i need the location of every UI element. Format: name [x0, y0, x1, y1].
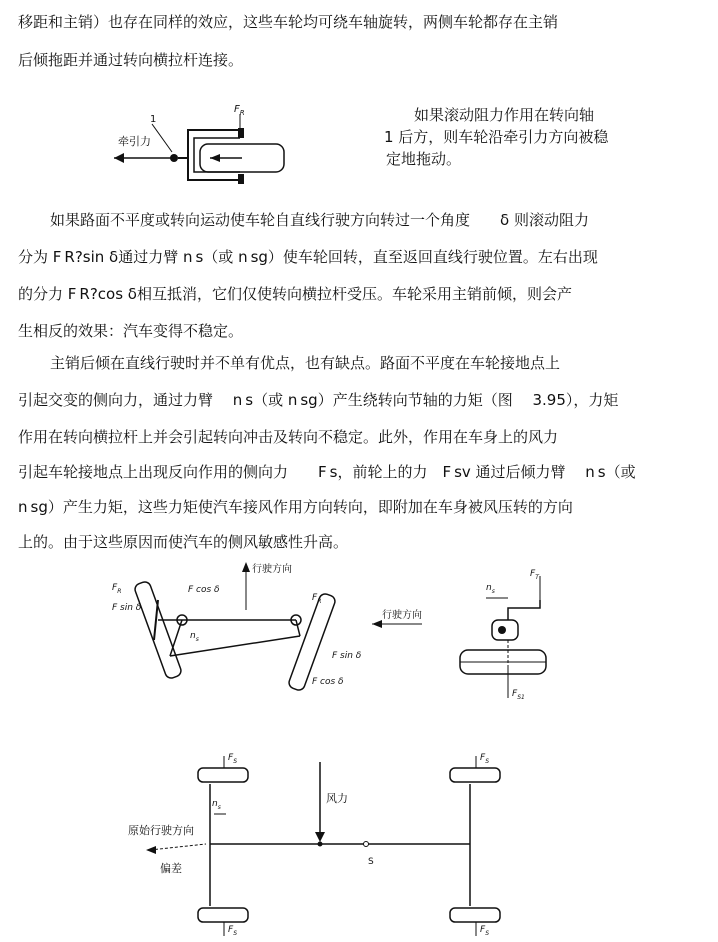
text-line: 生相反的效果：汽车变得不稳定。 — [18, 322, 244, 340]
figure-label-S: S — [368, 857, 374, 867]
side-note-line: 如果滚动阻力作用在转向轴 — [414, 106, 595, 124]
figure-label-FS1: $F_{S1}$ — [512, 689, 525, 701]
text-line: 后倾拖距并通过转向横拉杆连接。 — [18, 51, 244, 69]
figure-label-Fs-fl: $F_S$ — [228, 753, 237, 765]
figure-label-ns-side: $n_s$ — [486, 583, 495, 595]
figure-label-FR-left: $F_R$ — [112, 583, 122, 595]
figure-label-original-direction: 原始行驶方向 — [128, 824, 194, 837]
figure-wind-vehicle — [110, 740, 530, 938]
figure-label-Fs-rr: $F_S$ — [480, 925, 489, 937]
figure-steering-linkage — [110, 560, 550, 705]
text-line: 引起交变的侧向力，通过力臂 n s（或 n sg）产生绕转向节轴的力矩（图 3.95），力矩 — [18, 391, 619, 409]
text-line: 主销后倾在直线行驶时并不单有优点，也有缺点。路面不平度在车轮接地点上 — [50, 354, 561, 372]
figure-label-sin-right: F sin δ — [332, 651, 362, 661]
figure-label-traction: 牵引力 — [118, 135, 151, 148]
figure-label-FR-right: $F_R$ — [312, 593, 322, 605]
text-line: 如果路面不平度或转向运动使车轮自直线行驶方向转过一个角度 δ 则滚动阻力 — [50, 211, 589, 229]
figure-label-FR: $F_R$ — [234, 104, 245, 117]
figure-label-Fs-rl: $F_S$ — [480, 753, 489, 765]
figure-label-wind: 风力 — [326, 792, 348, 805]
figure-label-ns: $n_s$ — [190, 631, 199, 643]
text-line: 的分力 F R?cos δ相互抵消，它们仅使转向横拉杆受压。车轮采用主销前倾，则会产 — [18, 285, 572, 303]
figure-label-travel-up: 行驶方向 — [252, 564, 292, 575]
side-note-line: 1 后方，则车轮沿牵引力方向被稳 — [384, 128, 609, 146]
figure-trailing-wheel — [110, 100, 310, 190]
figure-label-travel-left: 行驶方向 — [382, 610, 422, 621]
text-line: 移距和主销）也存在同样的效应，这些车轮均可绕车轴旋转，两侧车轮都存在主销 — [18, 13, 559, 31]
figure-label-sin-left: F sin δ — [112, 603, 142, 613]
figure-label-axis-1: 1 — [150, 114, 157, 125]
figure-label-FT: $F_T$ — [530, 569, 539, 581]
text-line: 上的。由于这些原因而使汽车的侧风敏感性升高。 — [18, 533, 349, 551]
figure-label-cos-left: F cos δ — [188, 585, 220, 595]
figure-label-deviation: 偏差 — [160, 862, 182, 875]
figure-side-note — [384, 104, 684, 170]
side-note-line: 定地拖动。 — [386, 150, 462, 168]
figure-label-cos-right: F cos δ — [312, 677, 344, 687]
text-line: n sg）产生力矩，这些力矩使汽车接风作用方向转向，即附加在车身被风压转的方向 — [18, 498, 573, 516]
figure-label-Fs-fr: $F_S$ — [228, 925, 237, 937]
text-line: 引起车轮接地点上出现反向作用的侧向力 F s，前轮上的力 F sv 通过后倾力臂 n s（或 — [18, 463, 636, 481]
text-line: 作用在转向横拉杆上并会引起转向冲击及转向不稳定。此外，作用在车身上的风力 — [18, 428, 559, 446]
text-line: 分为 F R?sin δ通过力臂 n s（或 n sg）使车轮回转，直至返回直线行驶位置。左右出现 — [18, 248, 598, 266]
figure-label-ns-3: $n_s$ — [212, 799, 221, 811]
